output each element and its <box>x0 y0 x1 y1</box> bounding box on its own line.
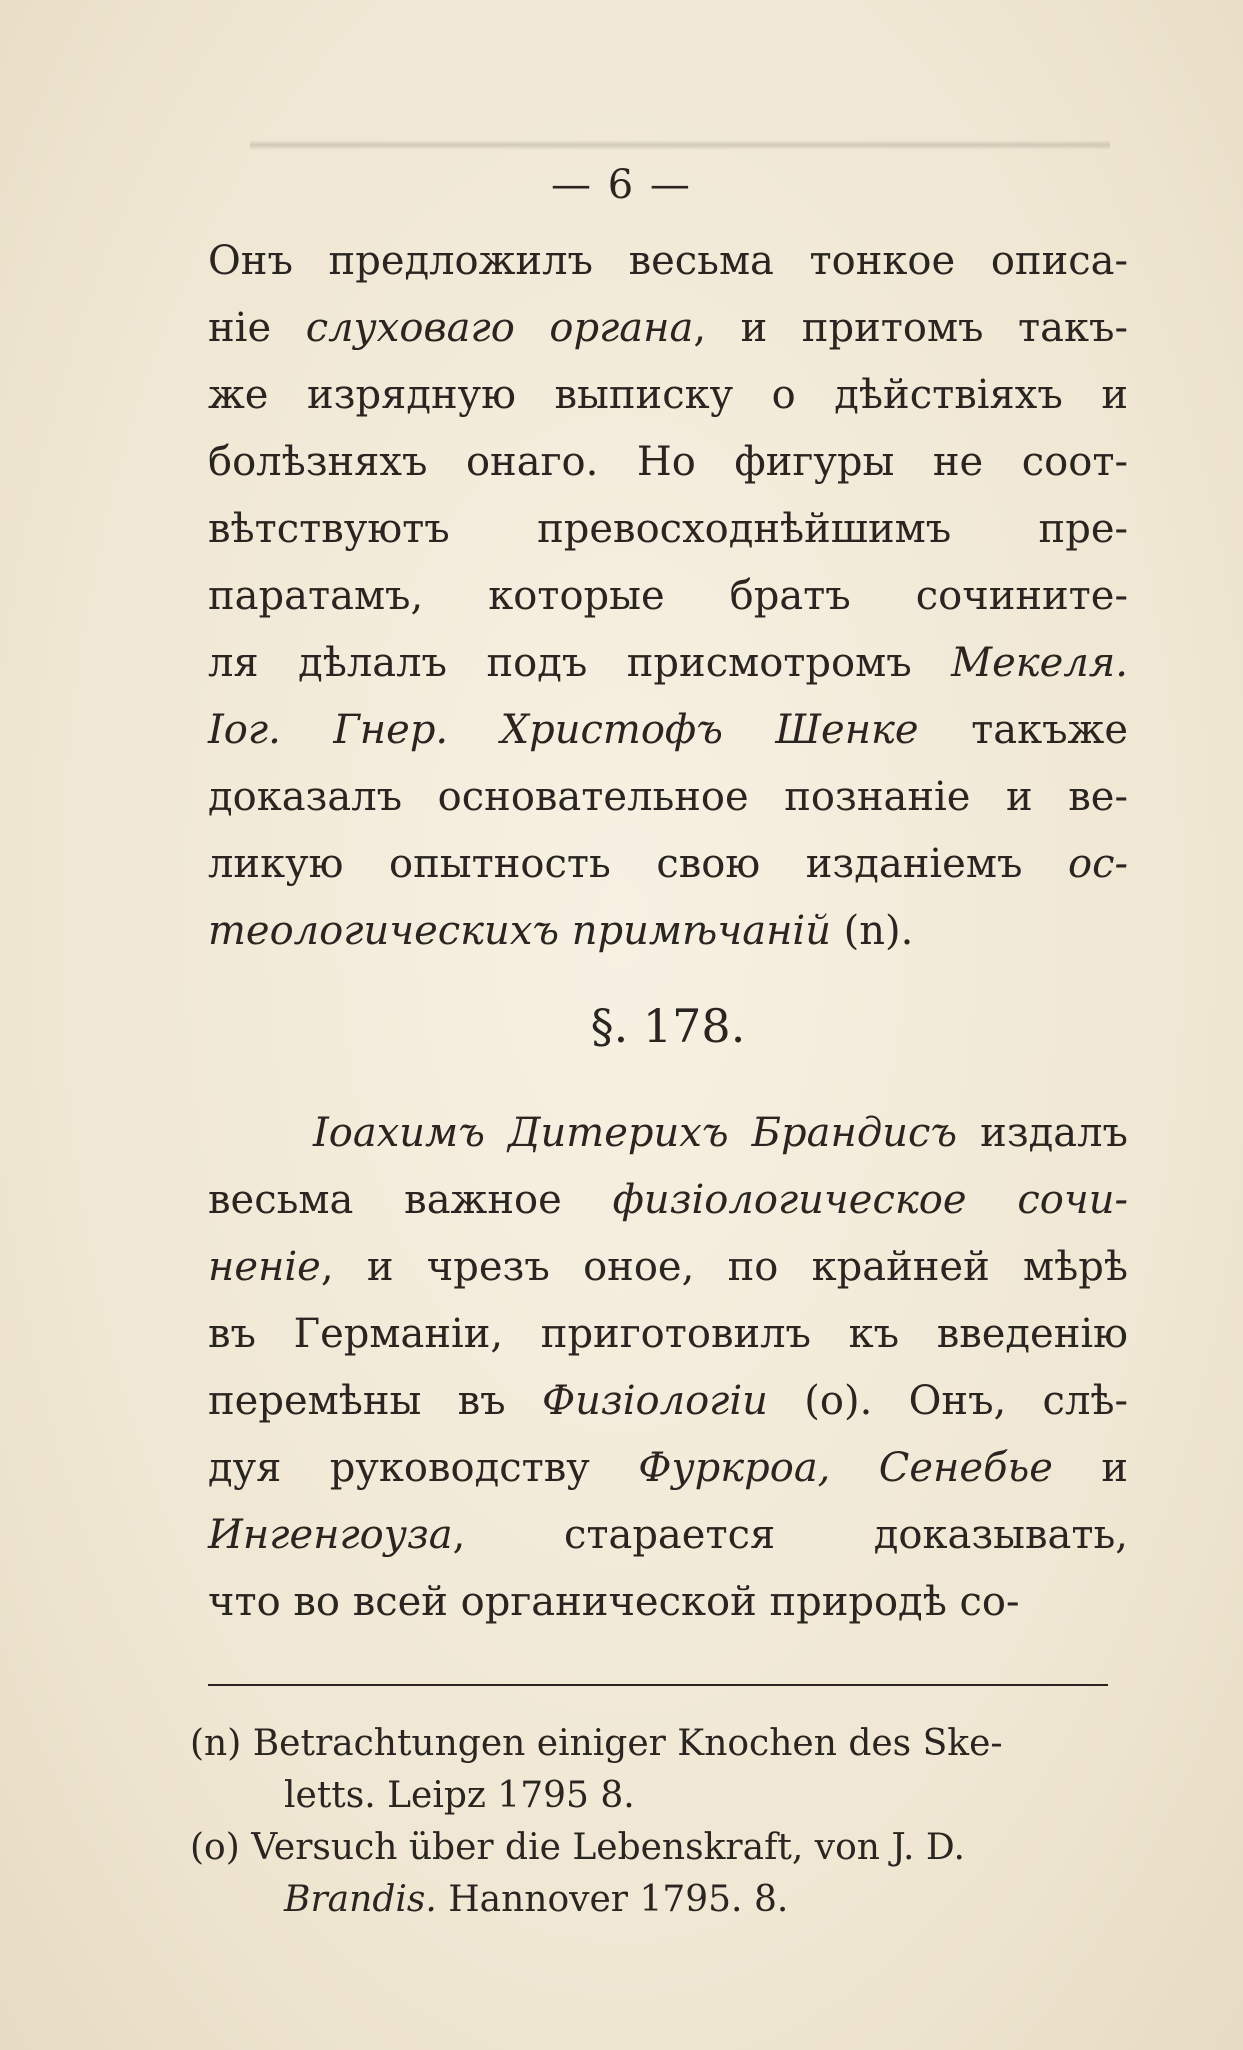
italic-run: неніе <box>208 1244 321 1290</box>
footnote-o-line-1: (o) Versuch über die Lebenskraft, von J. D. <box>190 1827 965 1868</box>
text-run: перемѣны въ <box>208 1378 542 1424</box>
text-run: весьма важное <box>208 1177 613 1223</box>
text-line <box>208 764 1128 831</box>
text-run: , и чрезъ оное, по крайней мѣрѣ <box>320 1244 1128 1290</box>
text-line <box>208 563 1128 630</box>
section-heading: §. 178. <box>590 999 746 1053</box>
text-run: , старается доказывать, <box>452 1512 1128 1558</box>
text-line <box>208 1368 1128 1435</box>
text-line <box>208 496 1128 563</box>
text-run: же изрядную выписку о дѣйствіяхъ и <box>208 372 1128 418</box>
text-run: издалъ <box>957 1110 1128 1156</box>
header-rule <box>250 140 1110 150</box>
text-line <box>208 362 1128 429</box>
footnote-n-line-2: letts. Leipz 1795 8. <box>284 1775 635 1816</box>
italic-run: Іоахимъ Дитерихъ Брандисъ <box>313 1110 958 1156</box>
text-line <box>208 295 1128 362</box>
text-run: , и притомъ такъ- <box>693 305 1128 351</box>
body-text <box>208 228 1128 1636</box>
text-run: болѣзняхъ онаго. Но фигуры не соот- <box>208 439 1128 485</box>
text-run: что во всей органической природѣ со- <box>208 1579 1020 1625</box>
text-run: ніе <box>208 305 306 351</box>
italic-run: физіологическое сочи- <box>612 1177 1129 1223</box>
text-run: вѣтствуютъ превосходнѣйшимъ пре- <box>208 506 1128 552</box>
footnotes <box>190 1718 1120 1926</box>
text-run: доказалъ основательное познаніе и ве- <box>208 774 1128 820</box>
paragraph-2 <box>208 1100 1128 1636</box>
paragraph-1 <box>208 228 1128 965</box>
text-line <box>208 1234 1128 1301</box>
text-line <box>208 630 1128 697</box>
italic-run: Ингенгоуза <box>208 1512 453 1558</box>
footnote-o-publication: Hannover 1795. 8. <box>436 1879 789 1920</box>
text-line <box>208 898 1128 965</box>
italic-run: теологическихъ примѣчаній <box>208 908 831 954</box>
text-line <box>208 1100 1128 1167</box>
italic-run: Мекеля. <box>951 640 1128 686</box>
text-line <box>208 228 1128 295</box>
text-run: дуя руководству <box>208 1445 639 1491</box>
text-run: (о). Онъ, слѣ- <box>767 1378 1128 1424</box>
text-line <box>208 697 1128 764</box>
footnote-n-line-1: (n) Betrachtungen einiger Knochen des Ske- <box>190 1723 1003 1764</box>
text-run: въ Германіи, приготовилъ къ введенію <box>208 1311 1128 1357</box>
text-run: ликую опытность свою изданіемъ <box>208 841 1068 887</box>
text-run: (n). <box>830 908 914 954</box>
text-line <box>208 1167 1128 1234</box>
text-line <box>208 831 1128 898</box>
italic-run: Іог. Гнер. Христофъ Шенке <box>208 707 919 753</box>
text-run: ля дѣлалъ подъ присмотромъ <box>208 640 952 686</box>
text-run: и <box>1052 1445 1128 1491</box>
footnote-o-author: Brandis. <box>284 1879 437 1920</box>
text-line <box>208 429 1128 496</box>
footnote-rule <box>208 1684 1108 1686</box>
footnote-o-line-2 <box>190 1874 1120 1926</box>
text-line <box>208 1569 1128 1636</box>
text-line <box>208 1502 1128 1569</box>
text-line <box>208 1301 1128 1368</box>
text-run: такъже <box>918 707 1129 753</box>
italic-run: Физіологіи <box>541 1378 768 1424</box>
text-line <box>208 1435 1128 1502</box>
text-run: Онъ предложилъ весьма тонкое описа- <box>208 238 1128 284</box>
text-run: паратамъ, которые братъ сочините- <box>208 573 1128 619</box>
italic-run: Фуркроа, Сенебье <box>638 1445 1053 1491</box>
italic-run: ос- <box>1068 841 1128 887</box>
page-number: — 6 — <box>551 162 692 208</box>
italic-run: слуховаго органа <box>305 305 694 351</box>
